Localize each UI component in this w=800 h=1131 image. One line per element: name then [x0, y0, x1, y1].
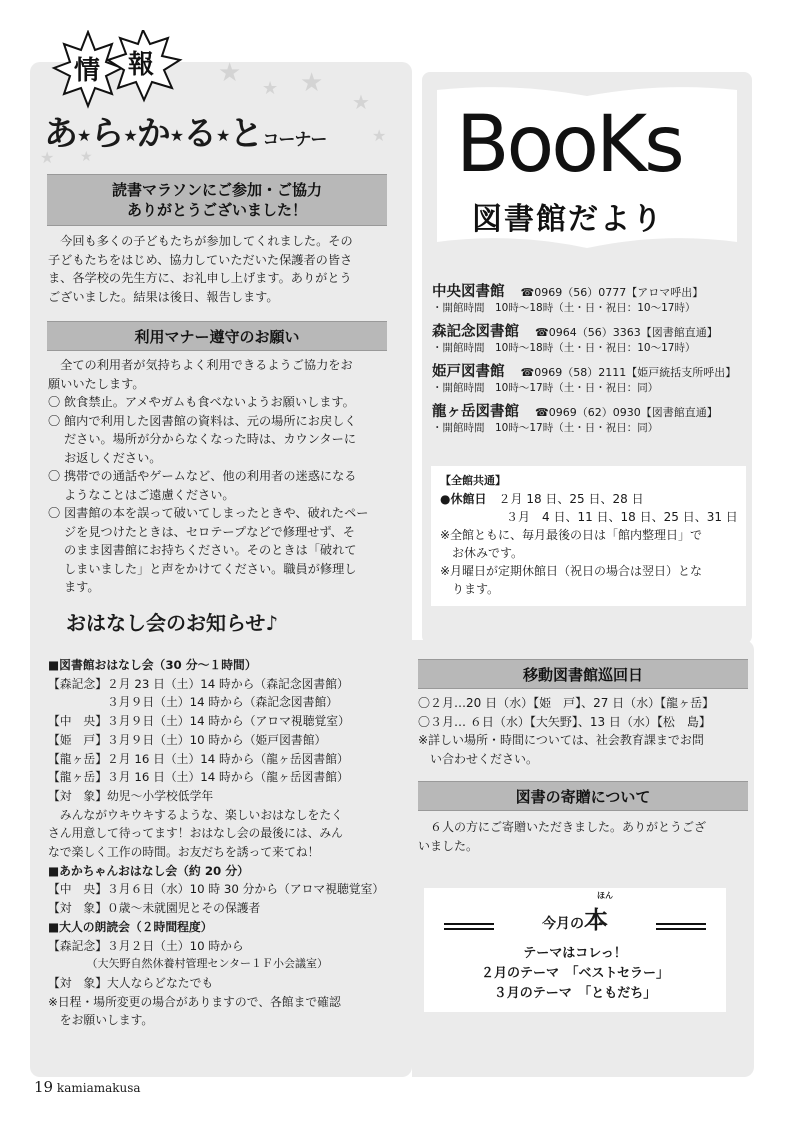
manners-item: 〇 館内で利用した図書館の資料は、元の場所にお戻しく [48, 413, 357, 428]
monthly-book-line3: ３月のテーマ 「ともだち」 [493, 986, 657, 1001]
page-number: 19 [34, 1078, 54, 1096]
donation-heading: 図書の寄贈について [418, 781, 748, 811]
monthly-book-banner [424, 888, 726, 1012]
star-icon: ★ [80, 149, 93, 165]
publication-name: kamiamakusa [56, 1081, 141, 1095]
library-entry: 姫戸図書館 ☎0969（58）2111【姫戸統括支所呼出】 ・開館時間 10時～17時（土・日・祝日：同） [432, 364, 737, 394]
page-footer [34, 1078, 141, 1096]
star-icon: ★ [40, 148, 55, 167]
library-entry: 森記念図書館 ☎0964（56）3363【図書館直通】 ・開館時間 10時～18時（土・日・祝日：10～17時） [432, 324, 718, 354]
star-icon: ★ [300, 68, 324, 98]
books-logo: BooKs [456, 100, 682, 190]
star-icon: ★ [352, 90, 370, 114]
badge-hou: 報 [128, 50, 155, 80]
books-subtitle: 図書館だより [472, 202, 664, 237]
badge-jou: 情 [74, 56, 101, 86]
manners-heading: 利用マナー遵守のお願い [47, 321, 387, 351]
mobile-library-body: 〇２月…20 日（水）【姫 戸】、27 日（水）【龍ヶ岳】 〇３月… ６日（水）【大矢野】、13 日（水）【松 島】 ※詳しい場所・時間については、社会教育課までお問 い合わせください。 [418, 696, 715, 766]
marathon-heading: 読書マラソンにご参加・ご協力 ありがとうございました！ [47, 174, 387, 226]
marathon-body: 今回も多くの子どもたちが参加してくれました。その 子どもたちをはじめ、協力していただいた保護者の皆さ ま、各学校の先生方に、お礼申し上げます。ありがとう ございました。結果は後日、報告します。 [48, 234, 353, 304]
monthly-book-title: 今月の本 [542, 906, 608, 934]
info-badge-burst [48, 30, 198, 110]
star-icon: ★ [372, 126, 387, 145]
manners-item: 〇 携帯での通話やゲームなど、他の利用者の迷惑になる [48, 469, 357, 483]
mobile-library-heading: 移動図書館巡回日 [418, 659, 748, 689]
monthly-book-line2: ２月のテーマ 「ベストセラー」 [480, 966, 670, 981]
library-entry: 龍ヶ岳図書館 ☎0969（62）0930【図書館直通】 ・開館時間 10時～17時（土・日・祝日：同） [432, 404, 718, 434]
storytime-heading: おはなし会のお知らせ♪ [66, 611, 279, 635]
storytime-body: ■図書館おはなし会（30 分～１時間） 【森記念】２月 23 日（土）14 時から（森記念図書館） ３月９日（土）14 時から（森記念図書館） 【中 央】３月９日（土）14 時から（アロマ視聴覚室） 【姫 戸】３月９日（土）10 時から（姫戸図書館） 【龍ヶ岳】２月 16 日（土）14 時から（龍ヶ岳図書館） 【龍ヶ岳】３月 16 日（土）14 時から（龍ヶ岳図書館） 【対 象】幼児～小学校低学年 みんながウキウキするような、楽しいおはなしをたく さん用意して待ってます！おはなし会の最後には、みん なで楽しく工作の時間。お友だちを誘って来てね！ ■あかちゃんおはなし会（約 20 分） 【中 央】３月６日（水）10 時 30 分から（アロマ視聴覚室） 【対 象】０歳～未就園児とその保護者 ■大人の朗読会（２時間程度） 【森記念】３月２日（土）10 時から （大矢野自然休養村管理センター１Ｆ小会議室） 【対 象】大人ならどなたでも ※日程・場所変更の場合がありますので、各館まで確認 をお願いします。 [48, 658, 385, 1028]
donation-body: ６人の方にご寄贈いただきました。ありがとうござ いました。 [418, 820, 707, 853]
library-entry: 中央図書館 ☎0969（56）0777【アロマ呼出】 ・開館時間 10時～18時（土・日・祝日：10～17時） [432, 284, 704, 314]
star-icon: ★ [262, 78, 279, 99]
corner-title: あ★ら★か★る★とコーナー [44, 114, 327, 154]
star-icon: ★ [218, 58, 242, 88]
common-info: 【全館共通】 ●休館日 ２月 18 日、25 日、28 日 ３月 4 日、11 日、18 日、25 日、31 日 ※全館ともに、毎月最後の日は「館内整理日」で お休みです。 ※月曜日が定期休館日（祝日の場合は翌日）とな ります。 [440, 474, 738, 596]
manners-body: 全ての利用者が気持ちよく利用できるようご協力をお 願いいたします。 〇 飲食禁止。アメやガムも食べないようお願いします。 〇 館内で利用した図書館の資料は、元の場所にお戻しく ださい。場所が分からなくなった時は、カウンターに お返しください。 〇 携帯での通話やゲームなど、他の利用者の迷惑になる ようなことはご遠慮ください。 〇 図書館の本を誤って破いてしまったときや、破れたペー ジを見つけたときは、セロテープなどで修理せず、そ のまま図書館にお持ちください。そのときは「破れて しまいました」と声をかけてください。職員が修理し ます。 [48, 356, 393, 597]
manners-item: 〇 飲食禁止。アメやガムも食べないようお願いします。 [48, 395, 355, 409]
ruby-text: ほん [597, 891, 613, 900]
monthly-book-line1: テーマはコレっ！ [523, 946, 627, 961]
manners-item: 〇 図書館の本を誤って破いてしまったときや、破れたペー [48, 506, 369, 520]
